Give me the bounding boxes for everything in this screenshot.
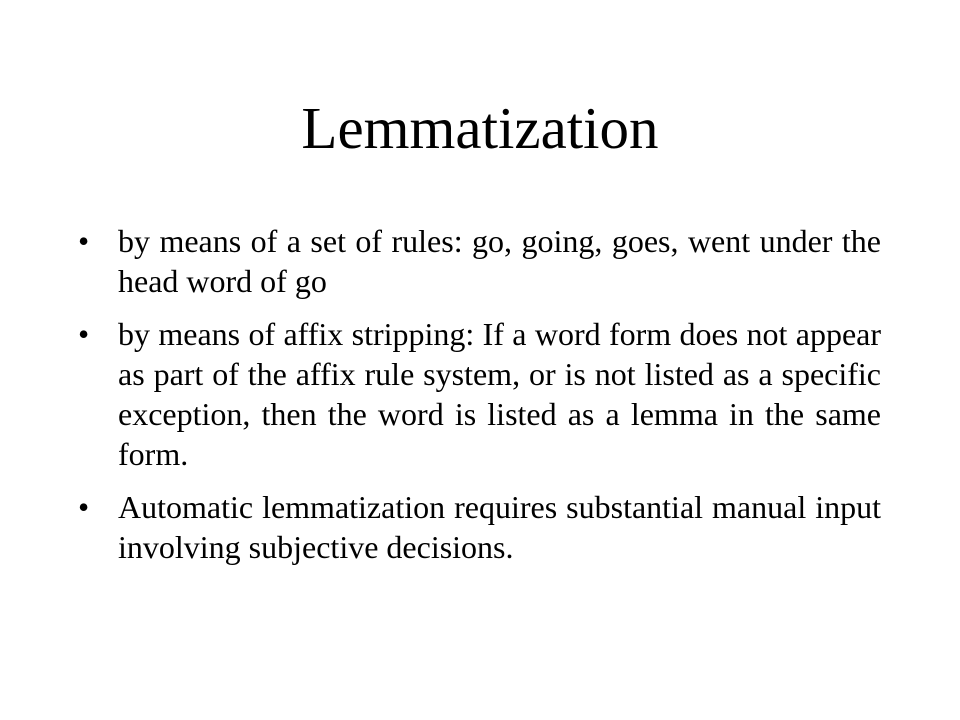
bullet-dot-icon: •: [78, 316, 90, 352]
slide-title: Lemmatization: [301, 95, 659, 161]
bullet-item: [78, 314, 881, 474]
bullet-dot-icon: •: [78, 223, 90, 259]
bullet-text: by means of affix stripping: If a word form does not appear as part of the affix rule system, or is not listed as a specific exception, then the word is listed as a lemma in the same form.: [118, 316, 881, 472]
bullet-dot-icon: •: [78, 489, 90, 525]
bullet-list: [78, 221, 881, 580]
bullet-text: Automatic lemmatization requires substantial manual input involving subjective decisions.: [118, 489, 881, 565]
bullet-item: [78, 221, 881, 301]
bullet-text: by means of a set of rules: go, going, goes, went under the head word of go: [118, 223, 881, 299]
bullet-item: [78, 487, 881, 567]
